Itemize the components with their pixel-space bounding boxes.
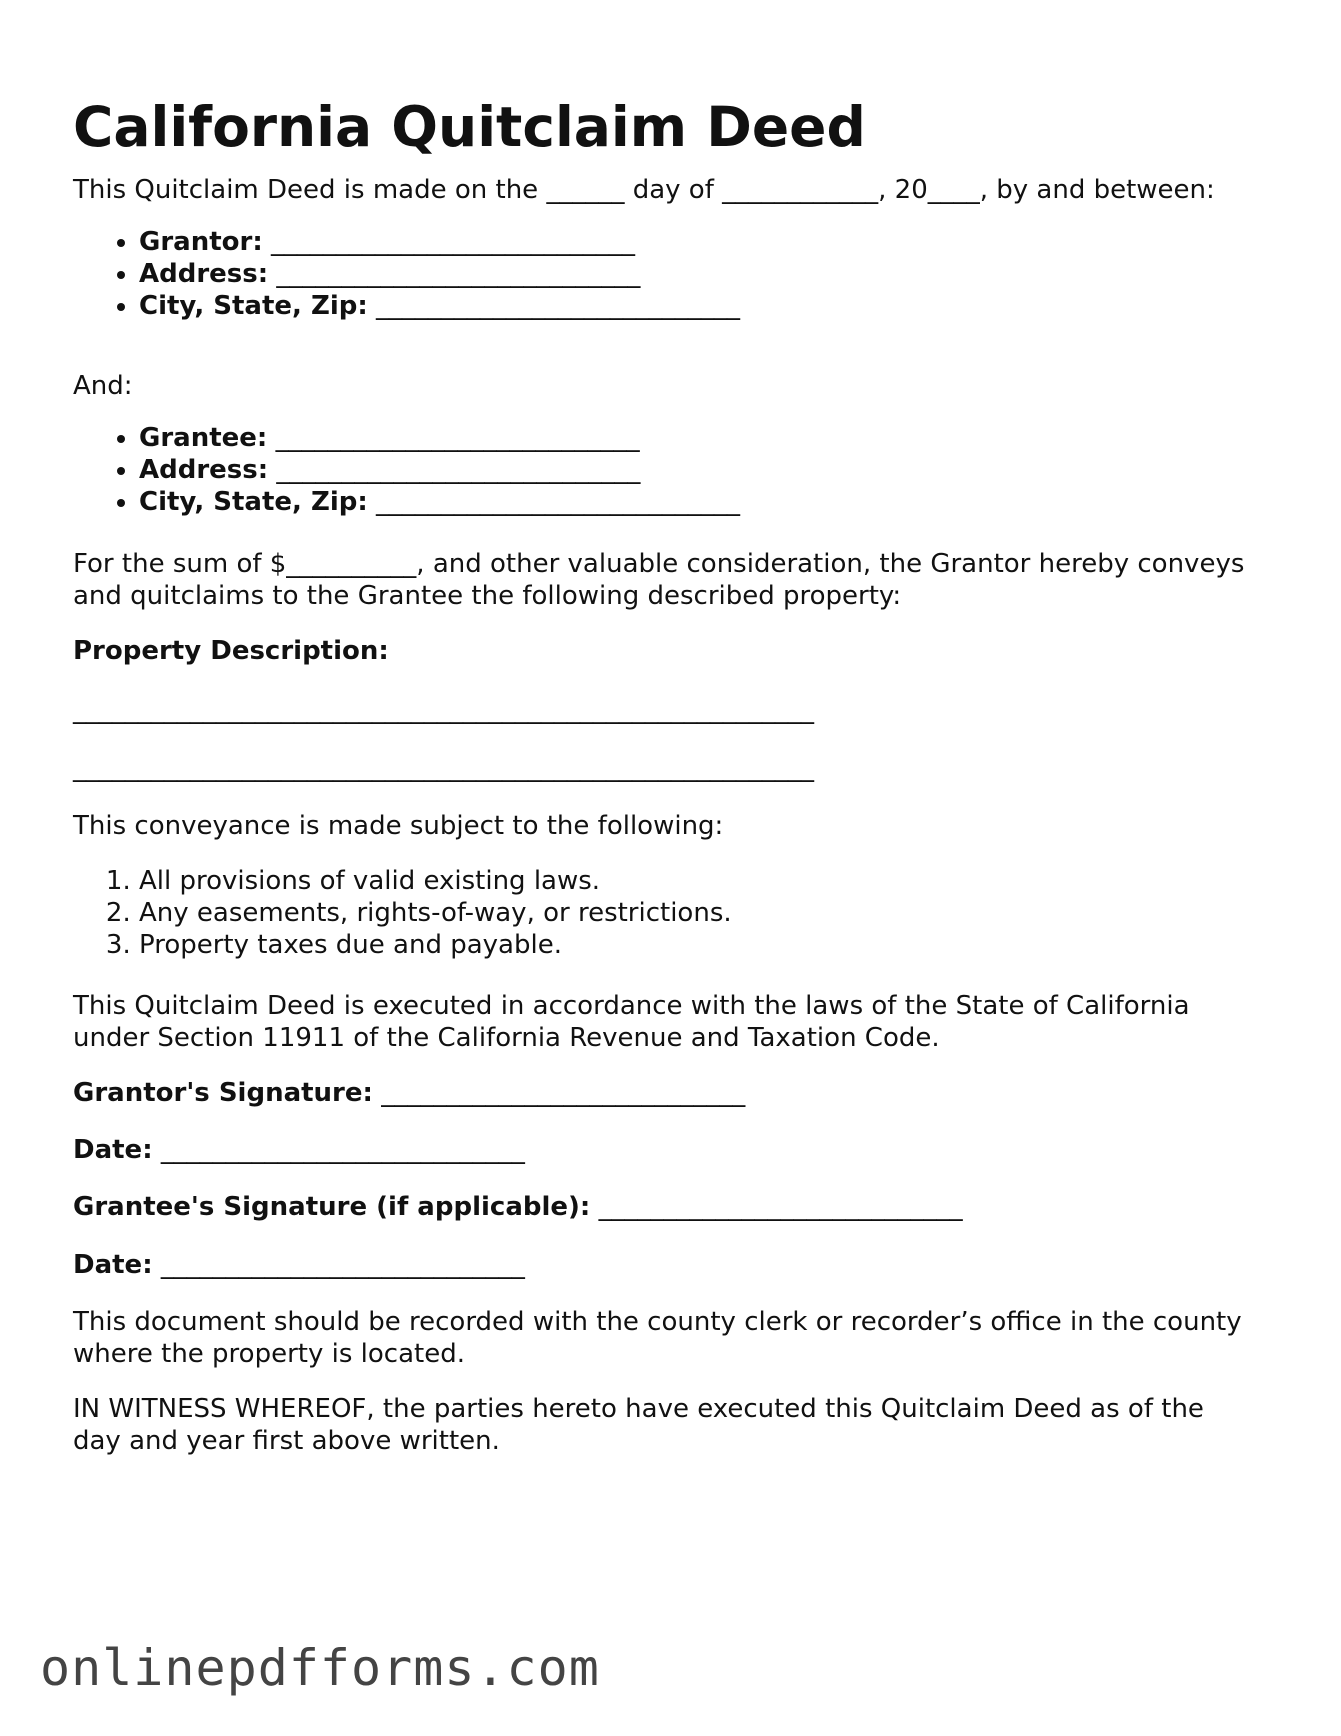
executed-line: under Section 11911 of the California Revenue and Taxation Code.	[73, 1023, 940, 1053]
property-description-line-2[interactable]: _________________________________________________________	[73, 753, 814, 783]
grantee-address-field[interactable]	[139, 454, 740, 486]
field-label: Date:	[73, 1135, 153, 1165]
field-blank: ____________________________	[598, 1192, 963, 1222]
condition-item: 3. Property taxes due and payable.	[139, 929, 732, 961]
field-label: Grantor:	[139, 227, 263, 257]
grantor-signature-field[interactable]	[73, 1077, 745, 1109]
grantor-city-state-zip-field[interactable]	[139, 290, 740, 322]
grantee-name-field[interactable]	[139, 422, 740, 454]
consideration-line: and quitclaims to the Grantee the following described property:	[73, 581, 902, 611]
witness-line: day and year first above written.	[73, 1426, 500, 1456]
field-label: Grantee's Signature (if applicable):	[73, 1192, 591, 1222]
property-description-line-1[interactable]: _________________________________________________________	[73, 695, 814, 725]
grantee-city-state-zip-field[interactable]	[139, 486, 740, 518]
executed-paragraph	[73, 990, 1190, 1054]
field-blank: ____________________________	[160, 1250, 525, 1280]
grantee-signature-field[interactable]	[73, 1191, 963, 1223]
field-blank: ____________________________	[276, 455, 641, 485]
conditions-list	[73, 865, 732, 961]
field-blank: ____________________________	[276, 259, 641, 289]
condition-item: 2. Any easements, rights-of-way, or restrictions.	[139, 897, 732, 929]
condition-item: 1. All provisions of valid existing laws.	[139, 865, 732, 897]
recording-line: This document should be recorded with the county clerk or recorder’s office in the county	[73, 1307, 1242, 1337]
field-label: Address:	[139, 259, 269, 289]
grantee-fields-list	[73, 422, 740, 518]
recording-paragraph	[73, 1306, 1242, 1370]
field-label: Grantor's Signature:	[73, 1078, 373, 1108]
field-blank: ____________________________	[275, 423, 640, 453]
page-title: California Quitclaim Deed	[73, 95, 866, 159]
watermark: onlinepdfforms.com	[40, 1639, 600, 1697]
field-label: City, State, Zip:	[139, 487, 368, 517]
field-label: Address:	[139, 455, 269, 485]
recording-line: where the property is located.	[73, 1339, 465, 1369]
field-label: Date:	[73, 1250, 153, 1280]
grantee-date-field[interactable]	[73, 1249, 525, 1281]
field-blank: ____________________________	[376, 487, 741, 517]
field-blank: ____________________________	[160, 1135, 525, 1165]
witness-line: IN WITNESS WHEREOF, the parties hereto have executed this Quitclaim Deed as of the	[73, 1394, 1204, 1424]
grantor-date-field[interactable]	[73, 1134, 525, 1166]
property-description-heading: Property Description:	[73, 636, 389, 666]
field-label: City, State, Zip:	[139, 291, 368, 321]
field-blank: ____________________________	[381, 1078, 746, 1108]
executed-line: This Quitclaim Deed is executed in accordance with the laws of the State of California	[73, 991, 1190, 1021]
consideration-line: For the sum of $__________, and other valuable consideration, the Grantor hereby conveys	[73, 549, 1245, 579]
witness-paragraph	[73, 1393, 1204, 1457]
grantor-address-field[interactable]	[139, 258, 740, 290]
conveyance-intro: This conveyance is made subject to the following:	[73, 811, 724, 841]
grantor-fields-list	[73, 226, 740, 322]
grantor-name-field[interactable]	[139, 226, 740, 258]
field-label: Grantee:	[139, 423, 268, 453]
field-blank: ____________________________	[376, 291, 741, 321]
field-blank: ____________________________	[271, 227, 635, 257]
consideration-paragraph	[73, 548, 1244, 612]
intro-paragraph: This Quitclaim Deed is made on the ______ day of ____________, 20____, by and between:	[73, 175, 1215, 205]
and-label: And:	[73, 371, 133, 401]
